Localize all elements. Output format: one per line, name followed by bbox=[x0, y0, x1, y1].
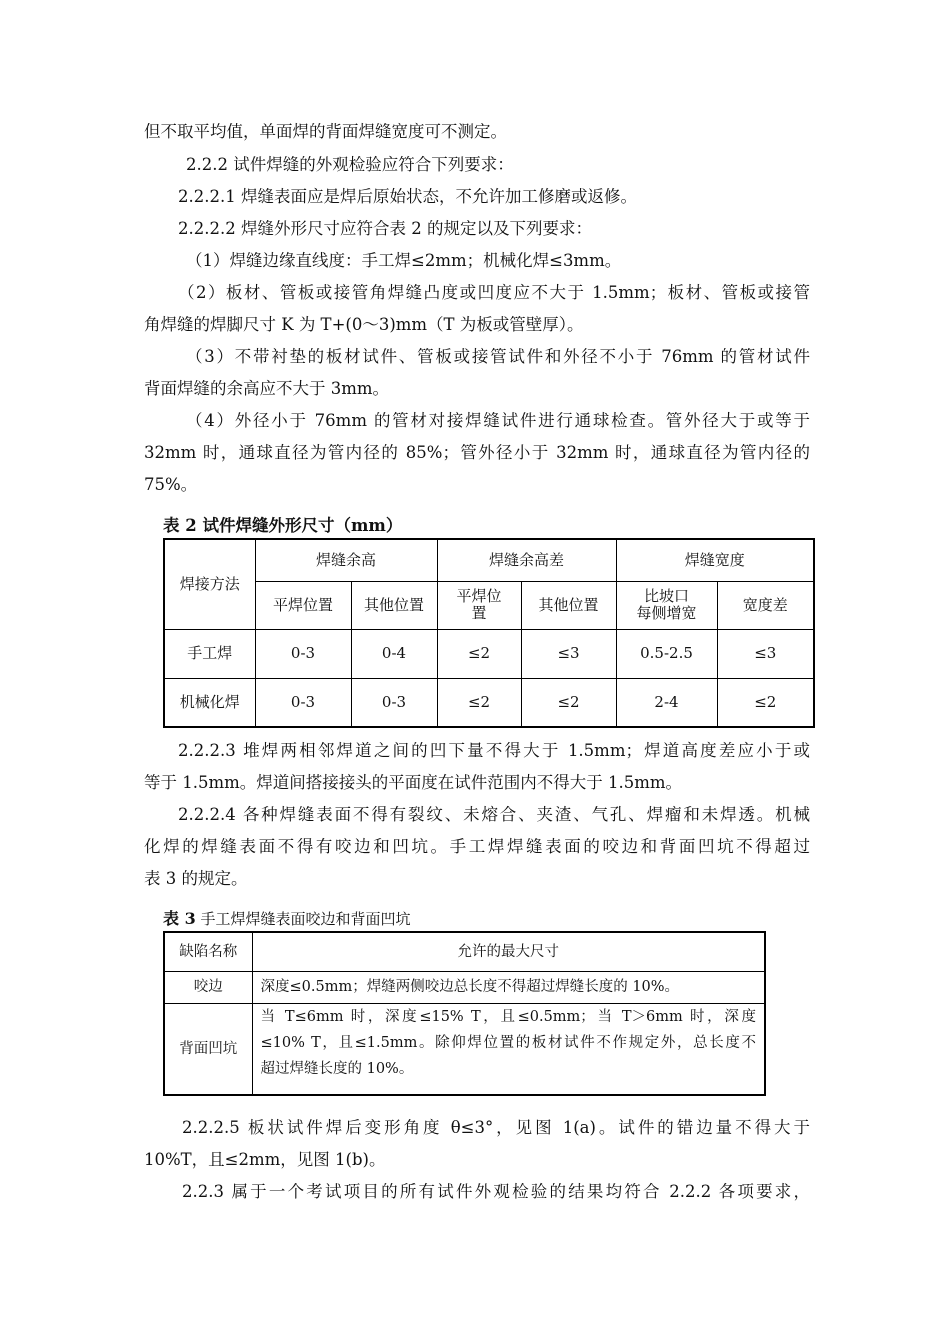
table-cell: 0-4 bbox=[351, 629, 437, 678]
row-method: 手工焊 bbox=[164, 629, 255, 678]
defect-name: 背面凹坑 bbox=[164, 1003, 252, 1095]
table-row bbox=[164, 1003, 765, 1095]
defect-limit-line2: ≤10% T，且≤1.5mm。除仰焊位置的板材试件不作规定外，总长度不 bbox=[260, 1034, 756, 1051]
table-cell: ≤2 bbox=[521, 678, 616, 727]
table-cell: 0.5-2.5 bbox=[616, 629, 717, 678]
paragraph-2-2-2-4-line2: 化焊的焊缝表面不得有咬边和凹坑。手工焊焊缝表面的咬边和背面凹坑不得超过 bbox=[144, 837, 810, 856]
subheader-flat-diff-line2: 置 bbox=[471, 604, 487, 622]
paragraph-2-2-2-5-line2: 10%T，且≤2mm，见图 1(b)。 bbox=[144, 1150, 386, 1169]
requirement-3-line1: （3）不带衬垫的板材试件、管板或接管试件和外径不小于 76mm 的管材试件 bbox=[186, 347, 810, 366]
subheader-other: 其他位置 bbox=[351, 581, 437, 629]
table-row bbox=[164, 971, 765, 1003]
subheader-flat: 平焊位置 bbox=[255, 581, 351, 629]
header-group-reinforcement-diff: 焊缝余高差 bbox=[437, 539, 616, 581]
paragraph-2-2-2-2: 2.2.2.2 焊缝外形尺寸应符合表 2 的规定以及下列要求： bbox=[178, 219, 592, 238]
table-cell: ≤2 bbox=[717, 678, 814, 727]
paragraph-2-2-2-3-line1: 2.2.2.3 堆焊两相邻焊道之间的凹下量不得大于 1.5mm；焊道高度差应小于或 bbox=[178, 741, 810, 760]
subheader-width-increase-line1: 比坡口 bbox=[643, 587, 689, 605]
table-cell: 0-3 bbox=[351, 678, 437, 727]
defect-limit-line1: 当 T≤6mm 时，深度≤15% T，且≤0.5mm；当 T＞6mm 时，深度 bbox=[260, 1008, 756, 1025]
subheader-other-diff: 其他位置 bbox=[521, 581, 616, 629]
header-group-reinforcement: 焊缝余高 bbox=[255, 539, 437, 581]
table2-caption: 表 2 试件焊缝外形尺寸（mm） bbox=[163, 516, 403, 535]
row-method: 机械化焊 bbox=[164, 678, 255, 727]
table-cell: 0-3 bbox=[255, 678, 351, 727]
paragraph-2-2-2-5-line1: 2.2.2.5 板状试件焊后变形角度 θ≤3°，见图 1(a)。试件的错边量不得大于 bbox=[182, 1118, 810, 1137]
defect-limit bbox=[252, 1003, 765, 1095]
header-defect-name: 缺陷名称 bbox=[164, 932, 252, 971]
subheader-width-increase-line2: 每侧增宽 bbox=[636, 604, 697, 622]
paragraph-2-2-2-4-line1: 2.2.2.4 各种焊缝表面不得有裂纹、未熔合、夹渣、气孔、焊瘤和未焊透。机械 bbox=[178, 805, 810, 824]
table3-caption-text: 手工焊焊缝表面咬边和背面凹坑 bbox=[195, 910, 411, 928]
paragraph-2-2-2-1: 2.2.2.1 焊缝表面应是焊后原始状态，不允许加工修磨或返修。 bbox=[178, 187, 637, 206]
table-row bbox=[164, 629, 814, 678]
table3-caption-number: 表 3 bbox=[163, 909, 196, 928]
table3-undercut-pits bbox=[163, 931, 766, 1096]
table-cell: ≤3 bbox=[521, 629, 616, 678]
requirement-3-line2: 背面焊缝的余高应不大于 3mm。 bbox=[144, 379, 390, 398]
defect-name: 咬边 bbox=[164, 971, 252, 1003]
defect-limit: 深度≤0.5mm；焊缝两侧咬边总长度不得超过焊缝长度的 10%。 bbox=[252, 971, 765, 1003]
table-cell: ≤3 bbox=[717, 629, 814, 678]
table-cell: 2-4 bbox=[616, 678, 717, 727]
table-cell: 0-3 bbox=[255, 629, 351, 678]
requirement-4-line2: 32mm 时，通球直径为管内径的 85%；管外径小于 32mm 时，通球直径为管内径的 bbox=[144, 443, 810, 462]
requirement-4-line3: 75%。 bbox=[144, 475, 198, 494]
table2-weld-dimensions bbox=[163, 538, 815, 728]
defect-limit-line3: 超过焊缝长度的 10%。 bbox=[260, 1060, 414, 1077]
table3-caption bbox=[163, 910, 411, 928]
paragraph-2-2-2-4-line3: 表 3 的规定。 bbox=[144, 869, 248, 888]
subheader-width-diff: 宽度差 bbox=[717, 581, 814, 629]
requirement-4-line1: （4）外径小于 76mm 的管材对接焊缝试件进行通球检查。管外径大于或等于 bbox=[186, 411, 810, 430]
header-weld-method: 焊接方法 bbox=[164, 539, 255, 629]
subheader-flat-diff bbox=[437, 581, 521, 629]
requirement-1: （1）焊缝边缘直线度：手工焊≤2mm；机械化焊≤3mm。 bbox=[186, 251, 622, 270]
requirement-2-line1: （2）板材、管板或接管角焊缝凸度或凹度应不大于 1.5mm；板材、管板或接管 bbox=[178, 283, 810, 302]
table-cell: ≤2 bbox=[437, 629, 521, 678]
section-heading-2-2-2: 2.2.2 试件焊缝的外观检验应符合下列要求： bbox=[186, 155, 514, 174]
table-row bbox=[164, 678, 814, 727]
paragraph-line: 但不取平均值，单面焊的背面焊缝宽度可不测定。 bbox=[144, 122, 507, 141]
header-max-size: 允许的最大尺寸 bbox=[252, 932, 765, 971]
header-group-width: 焊缝宽度 bbox=[616, 539, 814, 581]
table-cell: ≤2 bbox=[437, 678, 521, 727]
subheader-flat-diff-line1: 平焊位 bbox=[456, 587, 502, 605]
requirement-2-line2: 角焊缝的焊脚尺寸 K 为 T+(0～3)mm（T 为板或管壁厚）。 bbox=[144, 315, 584, 334]
paragraph-2-2-3: 2.2.3 属于一个考试项目的所有试件外观检验的结果均符合 2.2.2 各项要求， bbox=[182, 1182, 810, 1201]
paragraph-2-2-2-3-line2: 等于 1.5mm。焊道间搭接接头的平面度在试件范围内不得大于 1.5mm。 bbox=[144, 773, 683, 792]
subheader-width-increase bbox=[616, 581, 717, 629]
